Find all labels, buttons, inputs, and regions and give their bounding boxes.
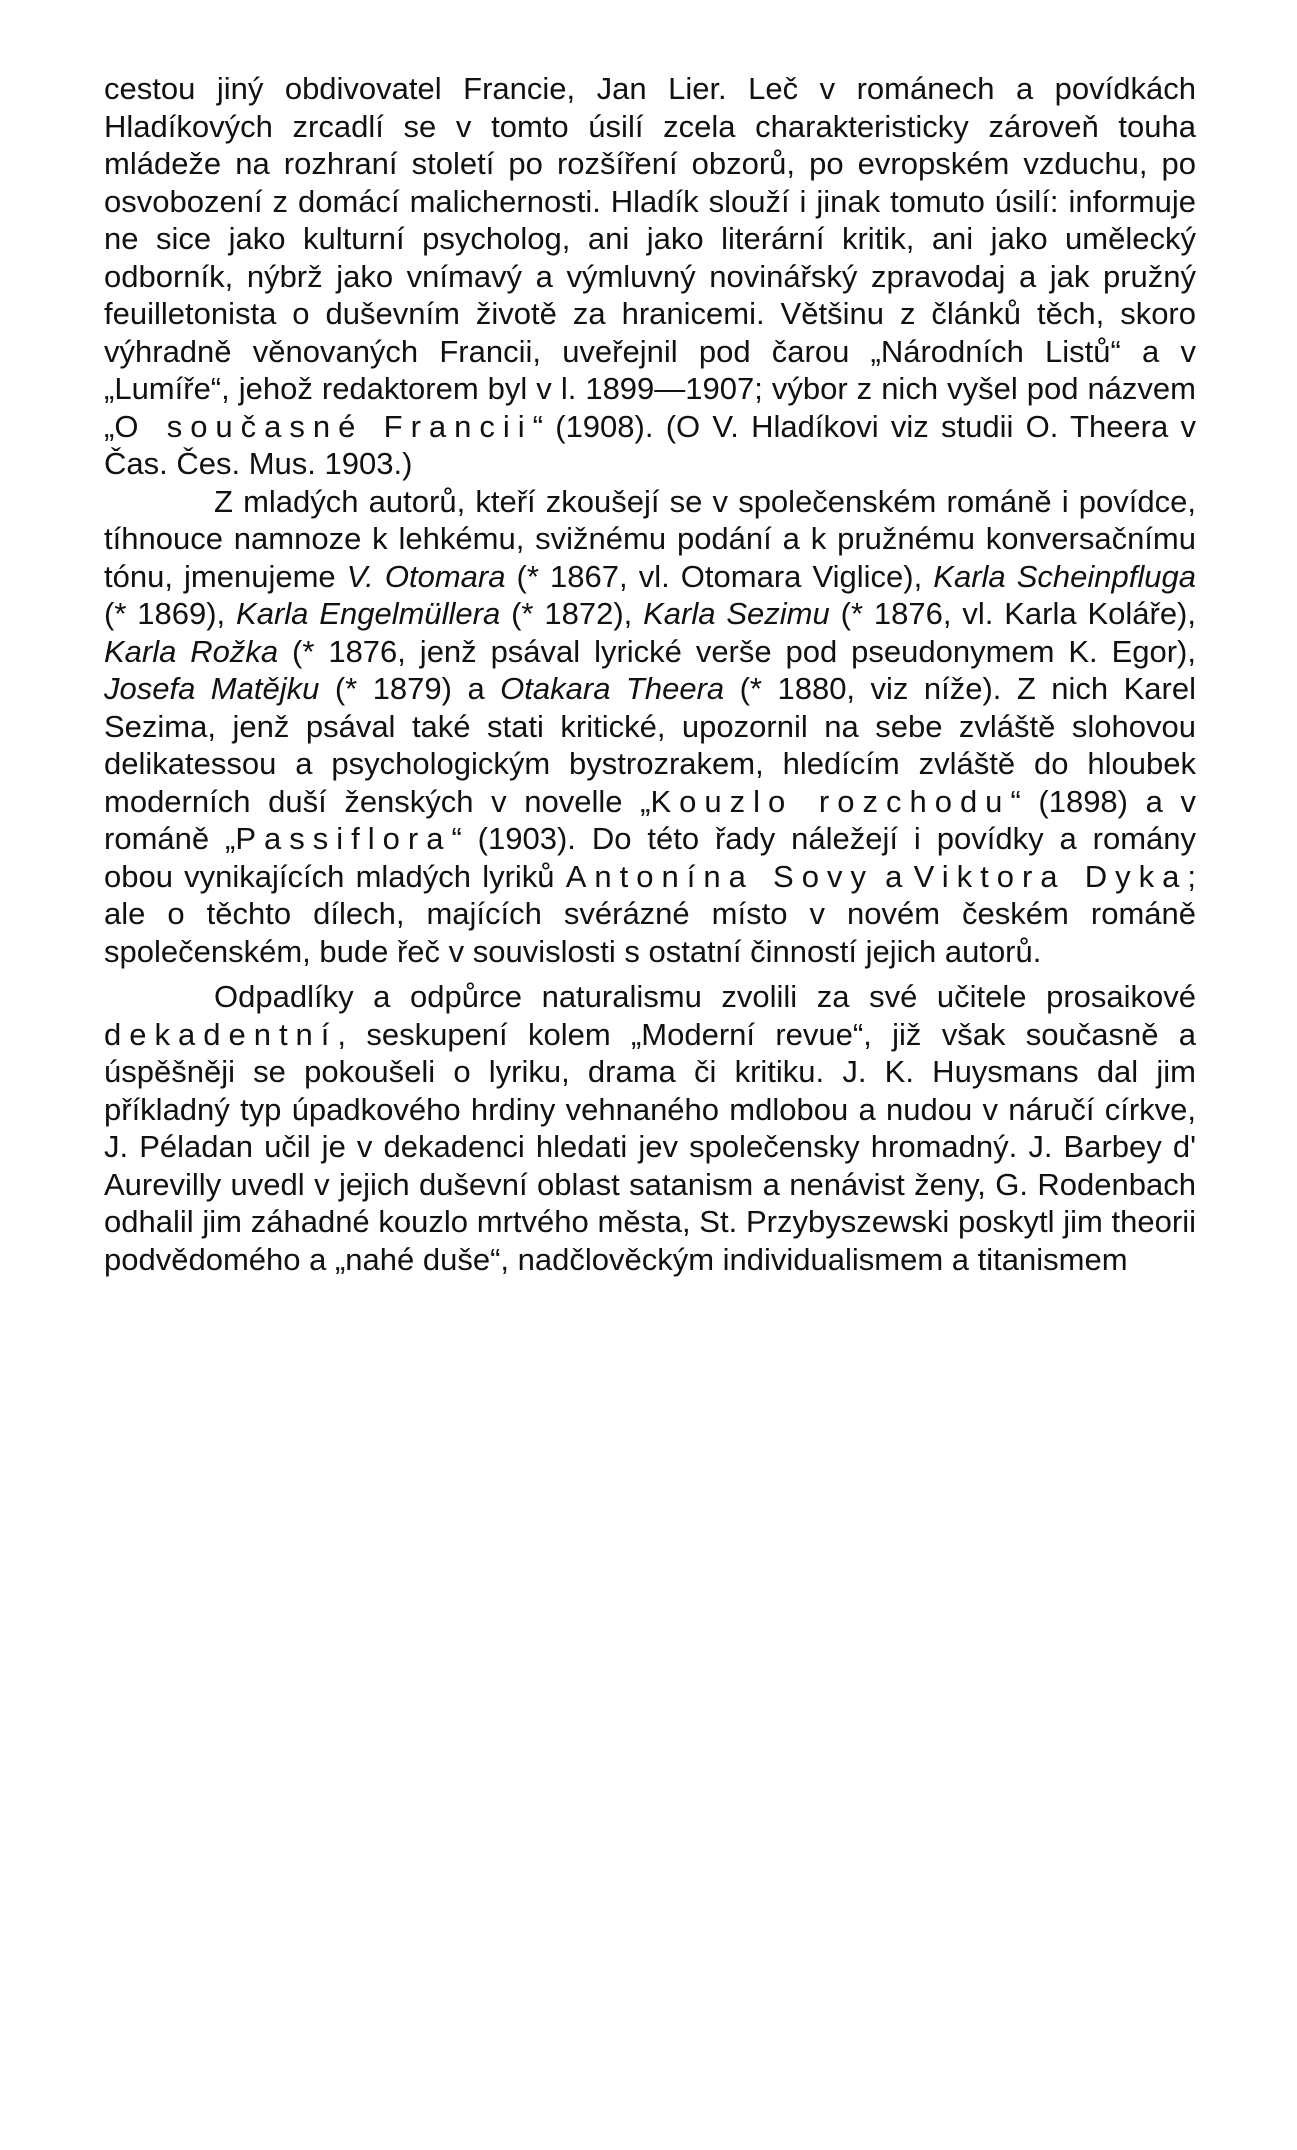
italic-name: Josefa Matějku (104, 671, 320, 706)
spaced-title: Antonína Sovy (565, 858, 874, 894)
text-run: (* 1880, viz níže). Z nich Karel Sezima, jenž psával také stati kritické, upozornil na sebe zvláště slohovou delikatessou a psychologickým bystrozrakem, hledícím zvláště do hloubek moderních duší ženských v novelle „ (104, 671, 1196, 819)
text-run: , seskupení kolem „Moderní revue“, již však současně a úspěšněji se pokoušeli o lyriku, drama či kritiku. J. K. Huysmans dal jim příkladný typ úpadkového hrdiny vehnaného mdlobou a nudou v náručí církve, J. Péladan učil je v dekadenci hledati jev společensky hromadný. J. Barbey d' Aurevilly uvedl v jejich duševní oblast satanism a nenávist ženy, G. Rodenbach odhalil jim záhadné kouzlo mrtvého města, St. Przybyszewski poskytl jim theorii podvědomého a „nahé duše“, nadčlověckým individualismem a titanismem (104, 1016, 1196, 1277)
text-run: (* 1879) a (319, 671, 501, 706)
text-run: “ (1903). Do této řady náležejí i povídky a romány obou vynikajících mladých lyriků (104, 821, 1196, 894)
paragraph-decadents (104, 978, 1196, 1278)
text-run: Z mladých autorů, kteří zkoušejí se v společenském románě i povídce, tíhnouce namnoze k lehkému, svižnému podání a k pružnému konversačnímu tónu, jmenujeme (104, 483, 1196, 594)
spaced-title: dekadentní (104, 1016, 338, 1052)
text-run: a (873, 858, 914, 894)
book-page (104, 70, 1196, 1278)
text-run: ; ale o těchto dílech, majících svérázné místo v novém českém románě společenském, bude řeč v souvislosti s ostatní činností jejich autorů. (104, 858, 1196, 969)
text-run: “ (1898) a v románě „ (104, 783, 1196, 856)
text-run: “ (1908). (O V. Hladíkovi viz studii O. Theera v Čas. Čes. Mus. 1903.) (104, 408, 1196, 481)
paragraph-young-authors (104, 483, 1196, 971)
spaced-title: Passiflora (235, 821, 452, 856)
italic-name: Karla Sezimu (643, 596, 830, 631)
text-run: (* 1867, vl. Otomara Viglice), (505, 558, 934, 594)
spaced-title: Viktora Dyka (913, 858, 1188, 894)
text-run: (* 1872), (500, 596, 644, 631)
spaced-title: Kouzlo rozchodu (650, 783, 1011, 819)
italic-name: Karla Engelmüllera (236, 596, 501, 631)
spaced-title: O současné Francii (114, 408, 533, 444)
paragraph-hladik (104, 70, 1196, 483)
text-run: (* 1876, vl. Karla Koláře), (829, 596, 1196, 631)
text-run: (* 1869), (104, 596, 237, 631)
italic-name: Karla Rožka (104, 633, 279, 669)
italic-name: V. Otomara (346, 558, 506, 594)
italic-name: Otakara Theera (500, 671, 725, 706)
text-run: cestou jiný obdivovatel Francie, Jan Lier. Leč v románech a povídkách Hladíkových zrcadlí se v tomto úsilí zcela charakteristicky zároveň touha mládeže na rozhraní století po rozšíření obzorů, po evropském vzduchu, po osvobození z domácí malichernosti. Hladík slouží i jinak tomuto úsilí: informuje ne sice jako kulturní psycholog, ani jako literární kritik, ani jako umělecký odborník, nýbrž jako vnímavý a výmluvný novinářský zpravodaj a jak pružný feuilletonista o duševním životě za hranicemi. Většinu z článků těch, skoro výhradně věnovaných Francii, uveřejnil pod čarou „Národních Listů“ a v „Lumíře“, jehož redaktorem byl v l. 1899—1907; výbor z nich vyšel pod názvem „ (104, 71, 1196, 444)
italic-name: Karla Scheinpfluga (933, 558, 1196, 594)
text-run: Odpadlíky a odpůrce naturalismu zvolili za své učitele prosaikové (214, 979, 1196, 1014)
text-run: (* 1876, jenž psával lyrické verše pod pseudonymem K. Egor), (278, 633, 1196, 669)
